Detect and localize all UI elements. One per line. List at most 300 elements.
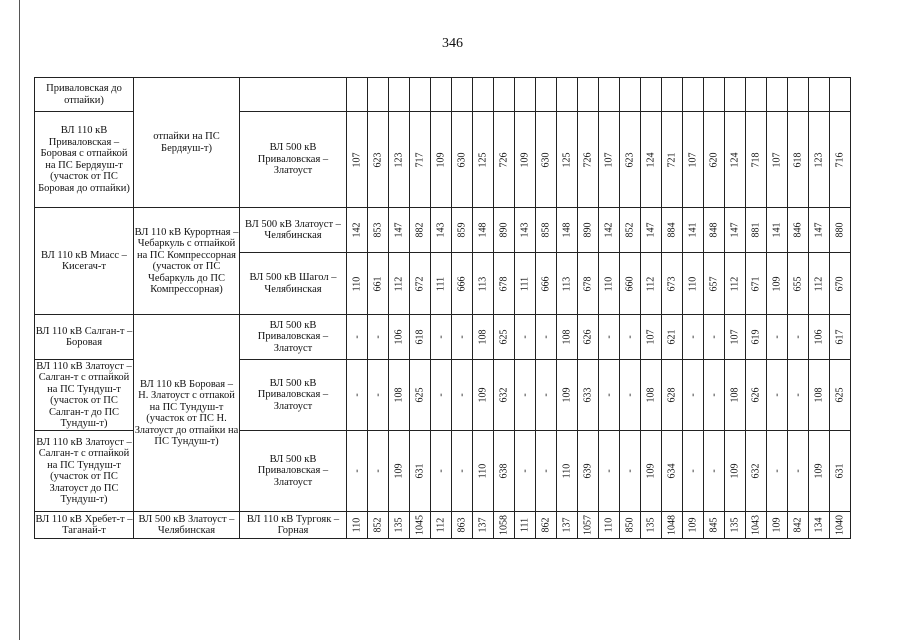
- value-text: 107: [687, 152, 699, 167]
- value-text: 632: [498, 387, 510, 403]
- value-cell: [410, 360, 431, 431]
- value-cell: [452, 208, 473, 253]
- value-cell: [410, 78, 431, 112]
- value-cell: [389, 431, 410, 512]
- data-table: [34, 77, 851, 539]
- value-text: -: [540, 469, 552, 473]
- value-cell: [683, 253, 704, 315]
- value-text: -: [687, 469, 699, 473]
- value-cell: [620, 431, 641, 512]
- line-name-cell: Приваловская до отпайки): [35, 78, 134, 112]
- value-cell: [368, 315, 389, 360]
- value-text: 111: [435, 276, 447, 291]
- value-text: -: [372, 469, 384, 473]
- value-cell: [452, 112, 473, 208]
- value-text: 143: [435, 222, 447, 238]
- value-cell: [809, 78, 830, 112]
- value-cell: [788, 431, 809, 512]
- value-text: 110: [687, 276, 699, 291]
- influencing-line-cell: ВЛ 110 кВ Тургояк – Горная: [240, 512, 347, 539]
- value-text: 852: [372, 517, 384, 533]
- value-text: 109: [813, 463, 825, 479]
- value-cell: [662, 512, 683, 539]
- value-cell: [557, 512, 578, 539]
- value-cell: [662, 112, 683, 208]
- value-cell: [788, 78, 809, 112]
- value-cell: [641, 112, 662, 208]
- value-cell: [767, 360, 788, 431]
- value-text: 633: [582, 387, 594, 403]
- value-text: 1045: [414, 515, 426, 535]
- value-cell: [347, 78, 368, 112]
- value-text: 630: [540, 152, 552, 167]
- value-cell: [494, 315, 515, 360]
- value-text: -: [708, 393, 720, 397]
- value-text: 638: [498, 463, 510, 479]
- value-cell: [536, 431, 557, 512]
- value-cell: [473, 253, 494, 315]
- value-cell: [620, 112, 641, 208]
- value-cell: [452, 78, 473, 112]
- value-text: 107: [771, 152, 783, 167]
- value-text: 123: [393, 152, 405, 167]
- value-cell: [578, 253, 599, 315]
- value-cell: [704, 512, 725, 539]
- value-text: 110: [477, 463, 489, 479]
- value-text: 108: [729, 387, 741, 403]
- value-text: 143: [519, 222, 531, 238]
- line-name-cell: ВЛ 110 кВ Хребет-т – Таганай-т: [35, 512, 134, 539]
- value-cell: [536, 315, 557, 360]
- value-cell: [767, 253, 788, 315]
- value-cell: [725, 208, 746, 253]
- value-text: 108: [393, 387, 405, 403]
- value-cell: [473, 315, 494, 360]
- value-text: 846: [792, 222, 804, 238]
- value-cell: [431, 360, 452, 431]
- value-text: 718: [750, 152, 762, 167]
- value-cell: [410, 208, 431, 253]
- value-cell: [809, 360, 830, 431]
- value-cell: [494, 360, 515, 431]
- value-cell: [557, 315, 578, 360]
- value-cell: [389, 253, 410, 315]
- value-cell: [494, 431, 515, 512]
- value-text: 670: [834, 276, 846, 291]
- value-cell: [830, 253, 851, 315]
- value-cell: [830, 360, 851, 431]
- value-cell: [620, 253, 641, 315]
- value-text: 111: [519, 276, 531, 291]
- value-text: 147: [645, 222, 657, 238]
- related-line-cell: ВЛ 110 кВ Боровая – Н. Златоуст с отпакой на ПС Тундуш-т (участок от ПС Н. Златоуст до отпайки на ПС Тундуш-т): [134, 315, 240, 512]
- value-text: 109: [687, 517, 699, 533]
- value-cell: [599, 112, 620, 208]
- value-text: 625: [414, 387, 426, 403]
- value-text: -: [351, 335, 363, 339]
- value-text: 673: [666, 276, 678, 291]
- value-text: 882: [414, 222, 426, 238]
- value-text: 109: [729, 463, 741, 479]
- value-text: 125: [561, 152, 573, 167]
- value-text: 666: [456, 276, 468, 291]
- value-cell: [557, 208, 578, 253]
- value-cell: [452, 512, 473, 539]
- value-text: 107: [645, 329, 657, 345]
- value-cell: [788, 512, 809, 539]
- value-cell: [683, 78, 704, 112]
- value-cell: [599, 78, 620, 112]
- value-text: 671: [750, 276, 762, 291]
- value-text: 112: [393, 276, 405, 291]
- value-text: 625: [498, 329, 510, 345]
- value-cell: [578, 208, 599, 253]
- value-text: 135: [393, 517, 405, 533]
- page-number: 346: [442, 36, 463, 51]
- value-cell: [452, 253, 473, 315]
- value-cell: [746, 208, 767, 253]
- value-text: 1058: [498, 515, 510, 535]
- value-text: 631: [414, 463, 426, 479]
- value-text: 848: [708, 222, 720, 238]
- value-cell: [410, 512, 431, 539]
- value-cell: [641, 512, 662, 539]
- value-text: 107: [729, 329, 741, 345]
- value-cell: [620, 208, 641, 253]
- value-cell: [746, 253, 767, 315]
- value-cell: [389, 360, 410, 431]
- related-line-cell: ВЛ 110 кВ Курортная – Чебаркуль с отпайкой на ПС Компрессорная (участок от ПС Чебаркуль до ПС Компрессорная): [134, 208, 240, 315]
- value-cell: [347, 360, 368, 431]
- value-text: 657: [708, 276, 720, 291]
- value-text: -: [771, 335, 783, 339]
- value-text: 112: [435, 517, 447, 533]
- value-cell: [599, 253, 620, 315]
- value-text: 678: [498, 276, 510, 291]
- value-text: 630: [456, 152, 468, 167]
- value-text: 109: [561, 387, 573, 403]
- value-text: 110: [603, 517, 615, 533]
- value-cell: [515, 512, 536, 539]
- value-text: 135: [729, 517, 741, 533]
- value-cell: [557, 360, 578, 431]
- table-row: [35, 315, 851, 360]
- value-cell: [746, 431, 767, 512]
- value-text: 107: [351, 152, 363, 167]
- value-cell: [494, 78, 515, 112]
- value-text: -: [624, 335, 636, 339]
- value-cell: [347, 253, 368, 315]
- value-text: 109: [519, 152, 531, 167]
- value-cell: [809, 208, 830, 253]
- value-cell: [830, 315, 851, 360]
- value-cell: [410, 315, 431, 360]
- influencing-line-cell: ВЛ 500 кВ Приваловская – Златоуст: [240, 360, 347, 431]
- value-text: 678: [582, 276, 594, 291]
- value-text: 112: [729, 276, 741, 291]
- value-cell: [746, 315, 767, 360]
- value-cell: [494, 208, 515, 253]
- value-cell: [347, 512, 368, 539]
- value-text: 110: [603, 276, 615, 291]
- value-text: 631: [834, 463, 846, 479]
- value-text: -: [771, 469, 783, 473]
- value-cell: [536, 253, 557, 315]
- value-cell: [389, 315, 410, 360]
- value-text: 142: [603, 222, 615, 238]
- page-left-rule: [19, 0, 20, 640]
- value-cell: [683, 208, 704, 253]
- value-text: 106: [813, 329, 825, 345]
- value-text: 125: [477, 152, 489, 167]
- value-cell: [788, 315, 809, 360]
- value-text: 842: [792, 517, 804, 533]
- value-text: 717: [414, 152, 426, 167]
- value-text: 137: [477, 517, 489, 533]
- value-cell: [641, 208, 662, 253]
- value-cell: [389, 208, 410, 253]
- value-cell: [473, 78, 494, 112]
- value-text: -: [519, 393, 531, 397]
- value-cell: [725, 253, 746, 315]
- value-cell: [410, 253, 431, 315]
- value-text: 632: [750, 463, 762, 479]
- value-cell: [620, 512, 641, 539]
- value-cell: [578, 112, 599, 208]
- value-text: -: [687, 335, 699, 339]
- value-cell: [599, 431, 620, 512]
- value-text: 626: [582, 329, 594, 345]
- value-cell: [515, 208, 536, 253]
- value-text: 890: [582, 222, 594, 238]
- value-cell: [641, 431, 662, 512]
- value-text: 141: [771, 222, 783, 238]
- value-cell: [725, 360, 746, 431]
- line-name-cell: ВЛ 110 кВ Приваловская – Боровая с отпайкой на ПС Бердяуш-т (участок от ПС Боровая до отпайки): [35, 112, 134, 208]
- influencing-line-cell: ВЛ 500 кВ Златоуст – Челябинская: [240, 208, 347, 253]
- value-cell: [830, 112, 851, 208]
- value-cell: [368, 208, 389, 253]
- value-text: -: [540, 393, 552, 397]
- value-cell: [515, 315, 536, 360]
- value-text: 124: [645, 152, 657, 167]
- value-text: -: [708, 335, 720, 339]
- value-cell: [473, 360, 494, 431]
- value-cell: [725, 431, 746, 512]
- value-text: 147: [729, 222, 741, 238]
- value-text: 639: [582, 463, 594, 479]
- value-text: 617: [834, 329, 846, 345]
- value-text: 108: [477, 329, 489, 345]
- value-cell: [368, 512, 389, 539]
- value-text: 853: [372, 222, 384, 238]
- value-cell: [536, 512, 557, 539]
- value-text: 123: [813, 152, 825, 167]
- value-text: -: [603, 469, 615, 473]
- value-text: -: [624, 469, 636, 473]
- value-text: 661: [372, 276, 384, 291]
- value-cell: [515, 78, 536, 112]
- value-text: 1048: [666, 515, 678, 535]
- value-cell: [368, 360, 389, 431]
- value-cell: [473, 512, 494, 539]
- value-cell: [767, 78, 788, 112]
- value-text: -: [435, 469, 447, 473]
- value-text: -: [456, 335, 468, 339]
- value-cell: [830, 512, 851, 539]
- value-cell: [431, 512, 452, 539]
- value-cell: [452, 431, 473, 512]
- value-cell: [767, 512, 788, 539]
- value-text: 859: [456, 222, 468, 238]
- value-cell: [767, 315, 788, 360]
- influencing-line-cell: ВЛ 500 кВ Приваловская – Златоуст: [240, 315, 347, 360]
- value-cell: [620, 315, 641, 360]
- value-text: 148: [561, 222, 573, 238]
- influencing-line-cell: [240, 78, 347, 112]
- value-cell: [410, 112, 431, 208]
- value-cell: [641, 315, 662, 360]
- value-cell: [746, 112, 767, 208]
- value-cell: [515, 253, 536, 315]
- value-cell: [830, 208, 851, 253]
- value-text: -: [519, 469, 531, 473]
- value-cell: [473, 112, 494, 208]
- related-line-cell: ВЛ 500 кВ Златоуст – Челябинская: [134, 512, 240, 539]
- value-cell: [683, 315, 704, 360]
- value-cell: [557, 112, 578, 208]
- value-text: 113: [561, 276, 573, 291]
- value-text: 626: [750, 387, 762, 403]
- value-cell: [620, 78, 641, 112]
- value-cell: [830, 78, 851, 112]
- value-text: 147: [393, 222, 405, 238]
- value-cell: [515, 112, 536, 208]
- value-text: -: [351, 393, 363, 397]
- value-cell: [347, 431, 368, 512]
- value-cell: [368, 112, 389, 208]
- value-text: -: [792, 335, 804, 339]
- value-cell: [746, 512, 767, 539]
- value-text: 109: [771, 517, 783, 533]
- value-text: 109: [771, 276, 783, 291]
- value-text: 134: [813, 517, 825, 533]
- value-cell: [683, 360, 704, 431]
- table-row: [35, 208, 851, 253]
- value-text: 112: [813, 276, 825, 291]
- value-cell: [788, 360, 809, 431]
- value-text: -: [771, 393, 783, 397]
- value-text: 721: [666, 152, 678, 167]
- value-text: -: [351, 469, 363, 473]
- value-text: 726: [498, 152, 510, 167]
- value-text: -: [435, 393, 447, 397]
- value-cell: [809, 315, 830, 360]
- value-text: 148: [477, 222, 489, 238]
- value-cell: [725, 78, 746, 112]
- value-cell: [662, 78, 683, 112]
- value-text: 862: [540, 517, 552, 533]
- value-text: 147: [813, 222, 825, 238]
- value-cell: [389, 112, 410, 208]
- value-text: 109: [393, 463, 405, 479]
- value-text: -: [792, 393, 804, 397]
- value-text: 109: [435, 152, 447, 167]
- value-cell: [788, 112, 809, 208]
- value-text: -: [603, 393, 615, 397]
- value-cell: [536, 78, 557, 112]
- value-cell: [578, 360, 599, 431]
- value-cell: [725, 512, 746, 539]
- value-text: 634: [666, 463, 678, 479]
- value-cell: [431, 112, 452, 208]
- value-cell: [536, 208, 557, 253]
- value-cell: [431, 431, 452, 512]
- value-text: 110: [351, 276, 363, 291]
- value-cell: [641, 78, 662, 112]
- value-cell: [620, 360, 641, 431]
- value-text: 112: [645, 276, 657, 291]
- value-text: 110: [561, 463, 573, 479]
- value-text: 623: [624, 152, 636, 167]
- value-cell: [683, 112, 704, 208]
- value-cell: [641, 253, 662, 315]
- value-text: -: [519, 335, 531, 339]
- value-text: 110: [351, 517, 363, 533]
- influencing-line-cell: ВЛ 500 кВ Приваловская – Златоуст: [240, 431, 347, 512]
- value-text: 113: [477, 276, 489, 291]
- value-cell: [578, 431, 599, 512]
- value-cell: [368, 78, 389, 112]
- line-name-cell: ВЛ 110 кВ Салган-т – Боровая: [35, 315, 134, 360]
- value-cell: [473, 208, 494, 253]
- value-cell: [662, 360, 683, 431]
- value-cell: [599, 512, 620, 539]
- value-cell: [494, 253, 515, 315]
- value-text: 618: [792, 152, 804, 167]
- value-cell: [389, 78, 410, 112]
- value-cell: [662, 431, 683, 512]
- value-cell: [683, 512, 704, 539]
- value-cell: [746, 78, 767, 112]
- value-cell: [725, 112, 746, 208]
- value-text: 137: [561, 517, 573, 533]
- value-cell: [704, 78, 725, 112]
- value-cell: [599, 315, 620, 360]
- value-cell: [662, 315, 683, 360]
- value-text: -: [624, 393, 636, 397]
- value-text: 620: [708, 152, 720, 167]
- value-cell: [557, 78, 578, 112]
- value-cell: [662, 253, 683, 315]
- value-text: 726: [582, 152, 594, 167]
- value-cell: [515, 431, 536, 512]
- value-text: 628: [666, 387, 678, 403]
- value-text: 107: [603, 152, 615, 167]
- value-text: 109: [477, 387, 489, 403]
- value-cell: [452, 360, 473, 431]
- value-text: 142: [351, 222, 363, 238]
- value-text: 880: [834, 222, 846, 238]
- value-text: -: [687, 393, 699, 397]
- value-text: -: [372, 393, 384, 397]
- value-cell: [347, 208, 368, 253]
- value-text: 619: [750, 329, 762, 345]
- value-cell: [704, 253, 725, 315]
- value-cell: [809, 253, 830, 315]
- value-cell: [431, 208, 452, 253]
- value-text: -: [435, 335, 447, 339]
